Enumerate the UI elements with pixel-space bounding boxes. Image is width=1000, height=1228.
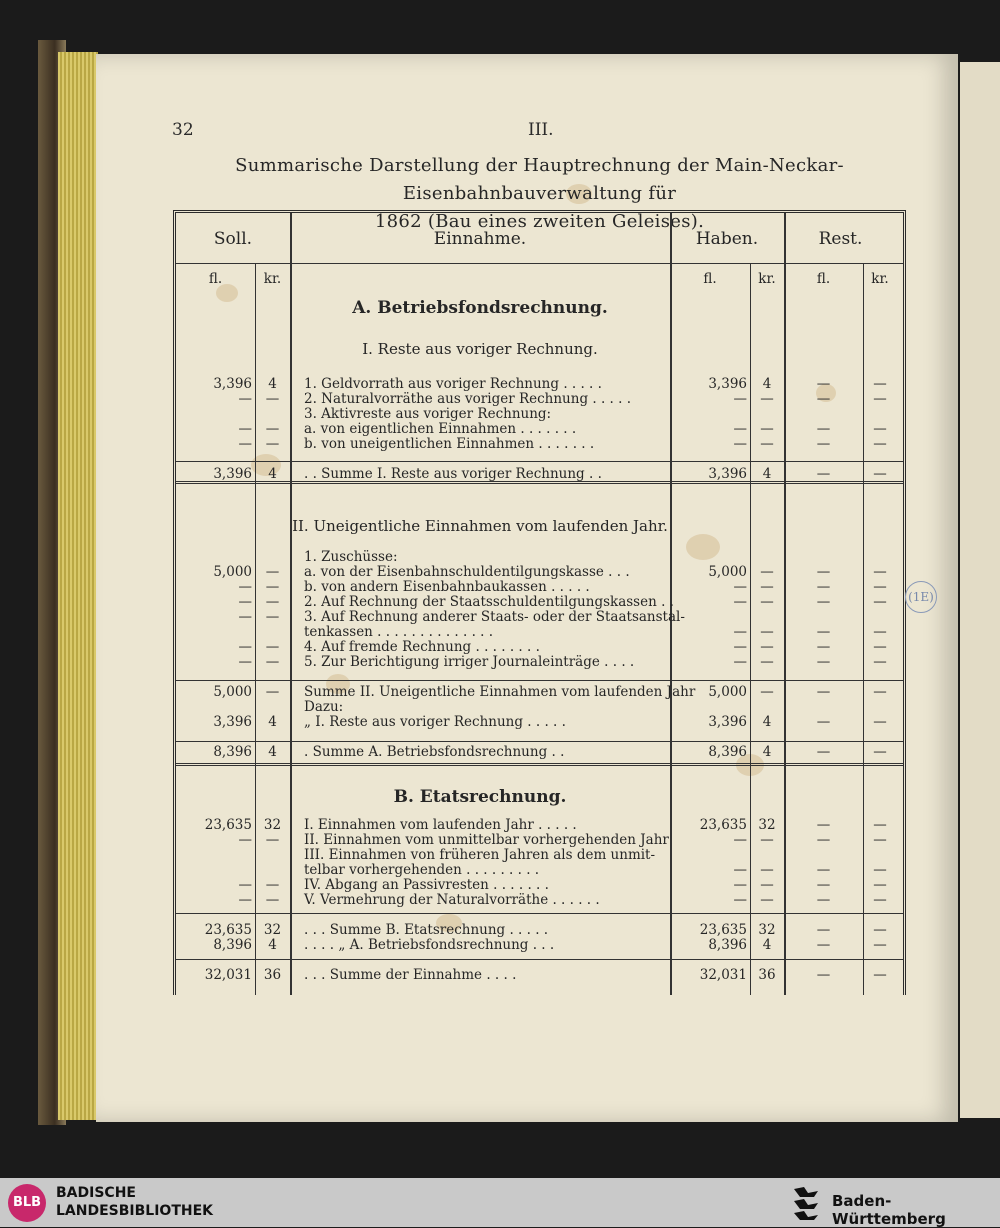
haben-kr-value: 4	[762, 937, 772, 953]
rest-fl-value: —	[816, 922, 831, 938]
soll-fl-value: 5,000	[213, 684, 252, 700]
haben-fl-value: 5,000	[708, 684, 747, 700]
haben-fl-value: 8,396	[708, 937, 747, 953]
soll-fl-value: 3,396	[213, 714, 252, 730]
rest-kr-value: —	[873, 684, 887, 700]
row-description: III. Einnahmen von früheren Jahren als dem unmit-	[304, 847, 656, 863]
soll-fl-value: —	[238, 391, 252, 407]
rest-fl-value: —	[816, 421, 831, 437]
facing-page-edge	[960, 62, 1000, 1118]
soll-kr-value: —	[265, 639, 280, 655]
row-description: a. von der Eisenbahnschuldentilgungskasse . . .	[304, 564, 630, 580]
soll-fl-value: —	[238, 579, 252, 595]
rest-fl-value: —	[816, 376, 831, 392]
rest-fl-value: —	[816, 967, 831, 983]
soll-fl-value: 3,396	[213, 466, 252, 482]
haben-fl-value: —	[733, 862, 747, 878]
title-line-2: 1862 (Bau eines zweiten Geleises).	[374, 211, 705, 232]
rest-kr-value: —	[873, 654, 887, 670]
baden-wuerttemberg-lions-icon	[790, 1185, 822, 1221]
rest-kr-value: —	[873, 937, 887, 953]
rest-fl-value: —	[816, 579, 831, 595]
haben-kr-value: 4	[762, 376, 772, 392]
rest-kr-value: —	[873, 624, 887, 640]
haben-fl-value: —	[733, 421, 747, 437]
section-heading: A. Betriebsfondsrechnung.	[352, 298, 608, 318]
soll-fl-value: 3,396	[213, 376, 252, 392]
haben-kr-value: —	[760, 579, 774, 595]
row-description: 1. Zuschüsse:	[304, 549, 398, 565]
soll-kr-value: 36	[263, 967, 282, 983]
row-description: 3. Auf Rechnung anderer Staats- oder der Staatsanstal-	[304, 609, 685, 625]
soll-kr-value: 4	[268, 714, 277, 730]
library-name-line-2: LANDESBIBLIOTHEK	[56, 1203, 214, 1219]
rest-fl-value: —	[816, 744, 831, 760]
rest-kr-value: —	[873, 832, 887, 848]
haben-fl-value: —	[733, 579, 747, 595]
soll-kr-value: —	[265, 421, 280, 437]
rest-fl-value: —	[816, 832, 831, 848]
soll-kr-value: 32	[263, 817, 282, 833]
rest-kr-value: —	[873, 817, 887, 833]
soll-fl-value: —	[238, 639, 252, 655]
soll-fl-value: —	[238, 421, 252, 437]
haben-kr-value: 4	[762, 466, 772, 482]
haben-fl-value: —	[733, 832, 747, 848]
gilt-page-edges	[58, 52, 98, 1120]
library-name	[56, 1184, 213, 1220]
row-description: . . . Summe B. Etatsrechnung . . . . .	[304, 922, 549, 938]
soll-fl-value: —	[238, 609, 252, 625]
haben-fl-value: —	[733, 654, 747, 670]
soll-fl-value: 8,396	[213, 937, 252, 953]
margin-annotation: (1E)	[905, 581, 937, 613]
soll-kr-value: 4	[268, 376, 277, 392]
rest-fl-value: —	[816, 624, 831, 640]
rest-kr-value: —	[873, 892, 887, 908]
soll-kr-value: —	[265, 564, 280, 580]
haben-kr-value: 32	[758, 922, 776, 938]
row-description: Dazu:	[304, 699, 344, 715]
rest-kr-value: —	[873, 436, 887, 452]
haben-fl-value: —	[733, 594, 747, 610]
row-description: 3. Aktivreste aus voriger Rechnung:	[304, 406, 552, 422]
haben-kr-value: —	[760, 684, 774, 700]
soll-fl-value: 23,635	[204, 922, 252, 938]
rest-kr-value: —	[873, 579, 887, 595]
row-description: a. von eigentlichen Einnahmen . . . . . . .	[304, 421, 577, 437]
haben-kr-value: 4	[762, 744, 772, 760]
row-description: I. Einnahmen vom laufenden Jahr . . . . .	[304, 817, 577, 833]
row-description: telbar vorhergehenden . . . . . . . . .	[304, 862, 540, 878]
haben-fl-value: 3,396	[708, 714, 747, 730]
rest-kr-value: —	[873, 744, 887, 760]
rest-fl-value: —	[816, 594, 831, 610]
rest-fl-value: —	[816, 436, 831, 452]
rest-fl-value: —	[816, 937, 831, 953]
haben-kr-value: —	[760, 436, 774, 452]
haben-fl-value: —	[733, 639, 747, 655]
haben-kr-value: —	[760, 862, 774, 878]
soll-kr-value: 4	[268, 937, 277, 953]
row-description: II. Einnahmen vom unmittelbar vorhergehenden Jahr	[304, 832, 669, 848]
row-description: 2. Auf Rechnung der Staatsschuldentilgungskassen . .	[304, 594, 674, 610]
haben-fl-value: —	[733, 624, 747, 640]
row-description: IV. Abgang an Passivresten . . . . . . .	[304, 877, 549, 893]
row-description: 1. Geldvorrath aus voriger Rechnung . . . . .	[304, 376, 602, 392]
rest-fl-value: —	[816, 892, 831, 908]
soll-kr-value: 4	[268, 466, 277, 482]
header-haben: Haben.	[695, 229, 759, 249]
row-description: Summe II. Uneigentliche Einnahmen vom laufenden Jahr	[304, 684, 696, 700]
haben-fl-value: 8,396	[708, 744, 747, 760]
unit-rest-fl: fl.	[816, 271, 831, 287]
rest-fl-value: —	[816, 639, 831, 655]
haben-kr-value: 36	[758, 967, 776, 983]
soll-kr-value: 32	[263, 922, 282, 938]
soll-fl-value: —	[238, 832, 252, 848]
row-description: b. von andern Eisenbahnbaukassen . . . . .	[304, 579, 590, 595]
unit-haben-kr: kr.	[758, 271, 776, 287]
rest-kr-value: —	[873, 967, 887, 983]
rest-kr-value: —	[873, 877, 887, 893]
account-table	[173, 210, 906, 995]
rest-fl-value: —	[816, 817, 831, 833]
soll-fl-value: 8,396	[213, 744, 252, 760]
row-description: V. Vermehrung der Naturalvorräthe . . . . . .	[304, 892, 600, 908]
soll-fl-value: 5,000	[213, 564, 252, 580]
haben-kr-value: —	[760, 654, 774, 670]
haben-kr-value: —	[760, 877, 774, 893]
rest-fl-value: —	[816, 862, 831, 878]
haben-fl-value: —	[733, 436, 747, 452]
rest-kr-value: —	[873, 594, 887, 610]
header-soll: Soll.	[213, 229, 253, 249]
soll-fl-value: —	[238, 654, 252, 670]
soll-kr-value: —	[265, 832, 280, 848]
haben-kr-value: —	[760, 624, 774, 640]
soll-fl-value: —	[238, 892, 252, 908]
rest-fl-value: —	[816, 654, 831, 670]
soll-kr-value: —	[265, 609, 280, 625]
haben-fl-value: 32,031	[699, 967, 747, 983]
row-description: b. von uneigentlichen Einnahmen . . . . . . .	[304, 436, 595, 452]
haben-fl-value: 3,396	[708, 376, 747, 392]
haben-fl-value: 5,000	[708, 564, 747, 580]
soll-kr-value: —	[265, 391, 280, 407]
rest-fl-value: —	[816, 564, 831, 580]
row-description: . . Summe I. Reste aus voriger Rechnung . .	[304, 466, 602, 482]
row-description: . . . Summe der Einnahme . . . .	[304, 967, 517, 983]
soll-kr-value: —	[265, 892, 280, 908]
state-name: Baden-Württemberg	[832, 1192, 946, 1228]
unit-soll-fl: fl.	[208, 271, 223, 287]
rest-kr-value: —	[873, 564, 887, 580]
footer-bar	[0, 1178, 1000, 1227]
chapter-number: III.	[528, 120, 554, 140]
row-description: 2. Naturalvorräthe aus voriger Rechnung . . . . .	[304, 391, 631, 407]
haben-kr-value: —	[760, 391, 774, 407]
rest-kr-value: —	[873, 639, 887, 655]
soll-fl-value: —	[238, 594, 252, 610]
rest-fl-value: —	[816, 391, 831, 407]
haben-kr-value: —	[760, 892, 774, 908]
soll-fl-value: 32,031	[204, 967, 252, 983]
haben-fl-value: 3,396	[708, 466, 747, 482]
rest-fl-value: —	[816, 877, 831, 893]
soll-kr-value: —	[265, 594, 280, 610]
row-description: . . . . „ A. Betriebsfondsrechnung . . .	[304, 937, 555, 953]
soll-kr-value: 4	[268, 744, 277, 760]
unit-soll-kr: kr.	[263, 271, 282, 287]
haben-kr-value: —	[760, 639, 774, 655]
blb-logo: BLB	[8, 1184, 46, 1222]
page-number: 32	[172, 120, 194, 140]
subsection-heading: I. Reste aus voriger Rechnung.	[362, 340, 598, 358]
rest-fl-value: —	[816, 714, 831, 730]
rest-kr-value: —	[873, 391, 887, 407]
row-description: tenkassen . . . . . . . . . . . . . .	[304, 624, 494, 640]
soll-fl-value: —	[238, 877, 252, 893]
rest-kr-value: —	[873, 714, 887, 730]
row-description: . Summe A. Betriebsfondsrechnung . .	[304, 744, 565, 760]
haben-kr-value: —	[760, 564, 774, 580]
soll-fl-value: 23,635	[204, 817, 252, 833]
haben-fl-value: —	[733, 391, 747, 407]
haben-kr-value: —	[760, 421, 774, 437]
haben-kr-value: 4	[762, 714, 772, 730]
subsection-heading: II. Uneigentliche Einnahmen vom laufenden Jahr.	[292, 517, 668, 535]
haben-kr-value: 32	[758, 817, 776, 833]
soll-kr-value: —	[265, 877, 280, 893]
unit-haben-fl: fl.	[703, 271, 717, 287]
library-name-line-1: BADISCHE	[56, 1185, 136, 1201]
soll-kr-value: —	[265, 579, 280, 595]
soll-fl-value: —	[238, 436, 252, 452]
rest-kr-value: —	[873, 466, 887, 482]
haben-fl-value: —	[733, 892, 747, 908]
rest-fl-value: —	[816, 466, 831, 482]
rest-kr-value: —	[873, 376, 887, 392]
rest-kr-value: —	[873, 862, 887, 878]
unit-rest-kr: kr.	[871, 271, 889, 287]
section-heading: B. Etatsrechnung.	[393, 787, 567, 807]
soll-kr-value: —	[265, 436, 280, 452]
haben-fl-value: 23,635	[699, 922, 747, 938]
rest-fl-value: —	[816, 684, 831, 700]
row-description: „ I. Reste aus voriger Rechnung . . . . .	[304, 714, 566, 730]
haben-fl-value: —	[733, 877, 747, 893]
header-rest: Rest.	[818, 229, 863, 249]
header-einnahme: Einnahme.	[433, 229, 527, 249]
haben-fl-value: 23,635	[699, 817, 747, 833]
haben-kr-value: —	[760, 832, 774, 848]
row-description: 5. Zur Berichtigung irriger Journaleinträge . . . .	[304, 654, 635, 670]
title-line-1: Summarische Darstellung der Hauptrechnung der Main-Neckar-Eisenbahnbauverwaltung für	[235, 155, 844, 204]
rest-kr-value: —	[873, 922, 887, 938]
soll-kr-value: —	[265, 684, 280, 700]
rest-kr-value: —	[873, 421, 887, 437]
haben-kr-value: —	[760, 594, 774, 610]
soll-kr-value: —	[265, 654, 280, 670]
row-description: 4. Auf fremde Rechnung . . . . . . . .	[304, 639, 540, 655]
